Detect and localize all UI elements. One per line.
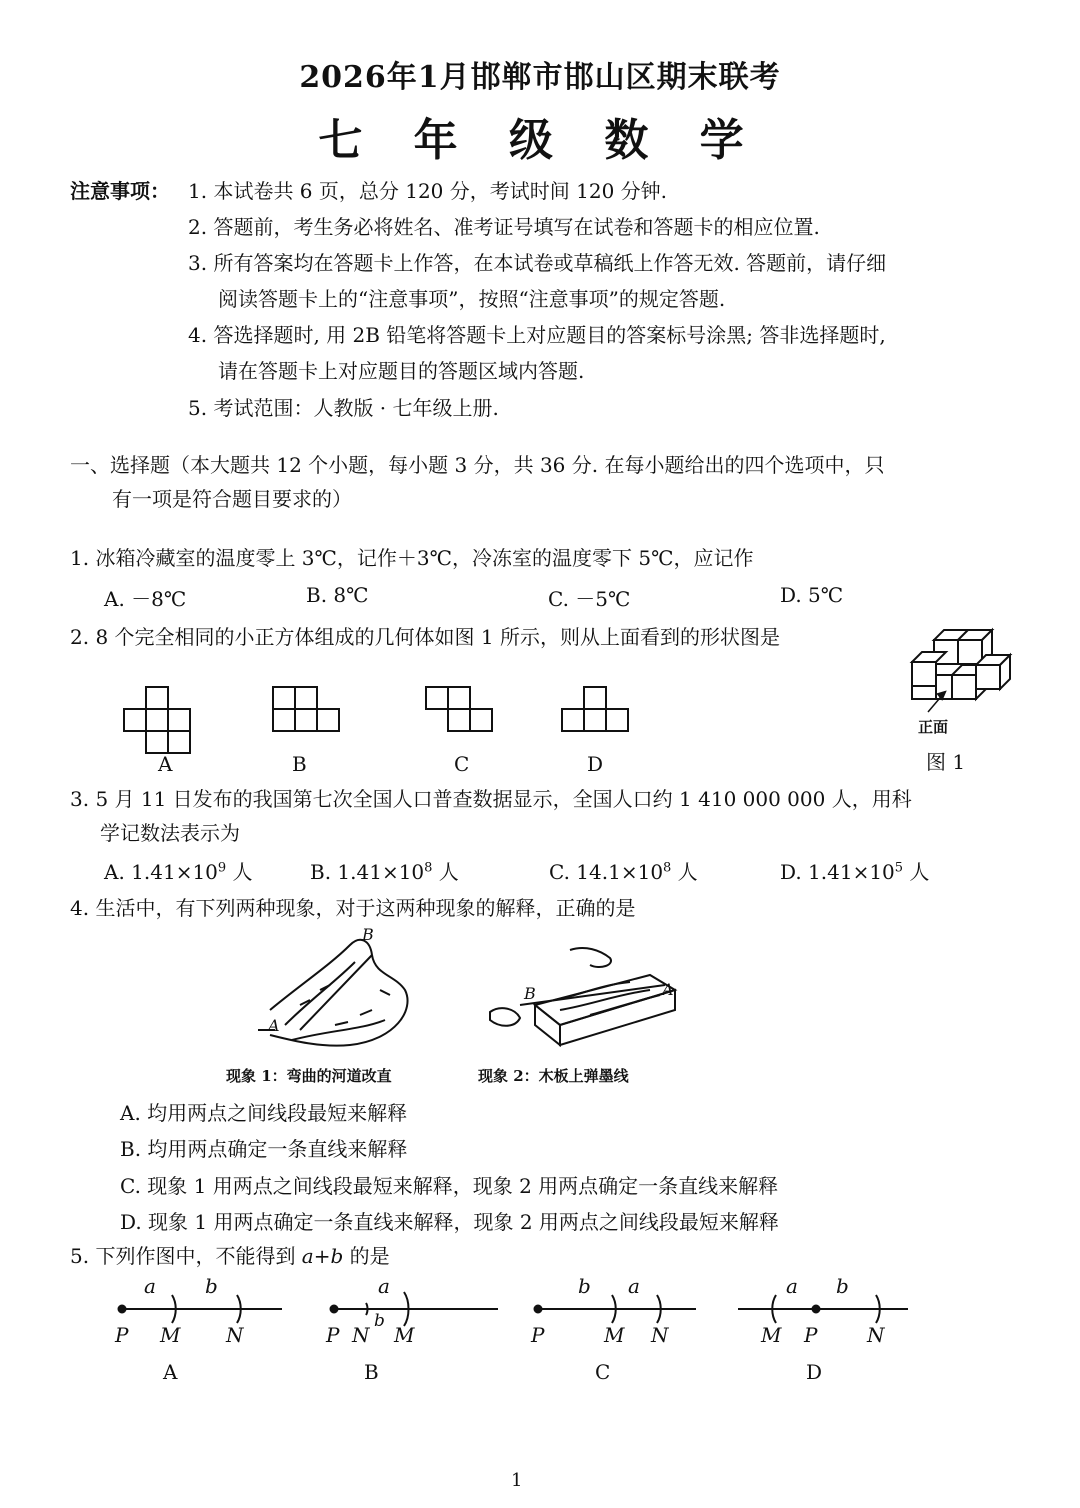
q1-option-b: B. 8℃ [306, 583, 369, 607]
q5-option-label-c: C [595, 1360, 611, 1384]
q5-figure-d [738, 1295, 908, 1323]
q4-option-d: D. 现象 1 用两点确定一条直线来解释，现象 2 用两点之间线段最短来解释 [120, 1210, 779, 1234]
q1-option-c: C. －5℃ [548, 587, 631, 611]
q4-option-c: C. 现象 1 用两点之间线段最短来解释，现象 2 用两点确定一条直线来解释 [120, 1174, 779, 1198]
q2-label-a: A [158, 752, 173, 776]
q5a-label-p: P [115, 1323, 129, 1347]
river-point-b: B [362, 925, 374, 944]
q5a-label-n: N [226, 1323, 244, 1347]
q1-option-d: D. 5℃ [780, 583, 844, 607]
q5c-label-b: b [578, 1274, 591, 1298]
note-item-3: 3. 所有答案均在答题卡上作答，在本试卷或草稿纸上作答无效. 答题前，请仔细 [188, 251, 887, 275]
q5b-label-m: M [394, 1323, 415, 1347]
q5b-label-p: P [326, 1323, 340, 1347]
q5a-label-b: b [205, 1274, 218, 1298]
notes-label: 注意事项： [70, 179, 170, 203]
section-heading: 一、选择题（本大题共 12 个小题，每小题 3 分，共 36 分. 在每小题给出的四个选项中，只 [70, 453, 885, 477]
question-2-stem: 2. 8 个完全相同的小正方体组成的几何体如图 1 所示，则从上面看到的形状图是 [70, 625, 780, 649]
q5c-label-p: P [531, 1323, 545, 1347]
question-3-stem-cont: 学记数法表示为 [100, 821, 240, 845]
q2-label-d: D [587, 752, 604, 776]
question-1-stem: 1. 冰箱冷藏室的温度零上 3℃，记作＋3℃，冷冻室的温度零下 5℃，应记作 [70, 546, 754, 570]
q5-figure-a [119, 1295, 283, 1323]
exam-title: 2026年1月邯郸市邯山区期末联考 [299, 60, 781, 95]
subject-title: 七 年 级 数 学 [318, 115, 762, 166]
q5b-label-n: N [352, 1323, 370, 1347]
q5c-label-n: N [651, 1323, 669, 1347]
q5-option-label-b: B [364, 1360, 379, 1384]
plank-point-b: B [524, 984, 536, 1003]
q5d-label-p: P [804, 1323, 818, 1347]
q5a-label-m: M [160, 1323, 181, 1347]
q4-caption-1: 现象 1：弯曲的河道改直 [226, 1067, 392, 1085]
q2-front-label: 正面 [918, 718, 949, 736]
note-item-2: 2. 答题前，考生务必将姓名、准考证号填写在试卷和答题卡的相应位置. [188, 215, 820, 239]
q5c-label-a: a [628, 1274, 640, 1298]
section-heading-cont: 有一项是符合题目要求的） [112, 487, 352, 511]
plank-point-a: A [662, 980, 674, 999]
river-point-a: A [268, 1016, 280, 1035]
question-3-stem: 3. 5 月 11 日发布的我国第七次全国人口普查数据显示，全国人口约 1 410 000 000 人，用科 [70, 787, 912, 811]
q4-option-a: A. 均用两点之间线段最短来解释 [120, 1101, 408, 1125]
note-item-5: 5. 考试范围：人教版 · 七年级上册. [188, 396, 499, 420]
q5-option-label-d: D [806, 1360, 823, 1384]
q2-label-b: B [292, 752, 307, 776]
q3-option-a: A. $1.41\times 10^9$ 人 [104, 860, 253, 884]
q2-figure-caption: 图 1 [926, 750, 966, 774]
q5-figure-b [331, 1292, 499, 1326]
note-item-3-cont: 阅读答题卡上的“注意事项”，按照“注意事项”的规定答题. [218, 287, 726, 311]
question-5-stem: 5. 下列作图中，不能得到 a+b 的是 [70, 1244, 390, 1268]
q5d-label-m: M [761, 1323, 782, 1347]
q3-option-d: D. $1.41\times 10^5$ 人 [780, 860, 930, 884]
q5a-label-a: a [144, 1274, 156, 1298]
q5-figure-c [535, 1295, 697, 1323]
q5d-label-n: N [867, 1323, 885, 1347]
q4-option-b: B. 均用两点确定一条直线来解释 [120, 1137, 408, 1161]
q2-label-c: C [454, 752, 470, 776]
q5b-label-b: b [374, 1311, 385, 1331]
q5d-label-b: b [836, 1274, 849, 1298]
note-item-1: 1. 本试卷共 6 页，总分 120 分，考试时间 120 分钟. [188, 179, 668, 203]
note-item-4-cont: 请在答题卡上对应题目的答题区域内答题. [218, 359, 585, 383]
q4-caption-2: 现象 2：木板上弹墨线 [478, 1067, 629, 1085]
q1-option-a: A. －8℃ [104, 587, 187, 611]
note-item-4: 4. 答选择题时, 用 2B 铅笔将答题卡上对应题目的答案标号涂黑; 答非选择题时, [188, 323, 886, 347]
q3-option-c: C. $14.1\times 10^8$ 人 [549, 860, 698, 884]
q5b-label-a: a [378, 1274, 390, 1298]
question-4-stem: 4. 生活中，有下列两种现象，对于这两种现象的解释，正确的是 [70, 896, 636, 920]
q5c-label-m: M [604, 1323, 625, 1347]
q5-option-label-a: A [163, 1360, 178, 1384]
page-number: 1 [511, 1470, 523, 1491]
q5d-label-a: a [786, 1274, 798, 1298]
q3-option-b: B. $1.41\times 10^8$ 人 [310, 860, 459, 884]
